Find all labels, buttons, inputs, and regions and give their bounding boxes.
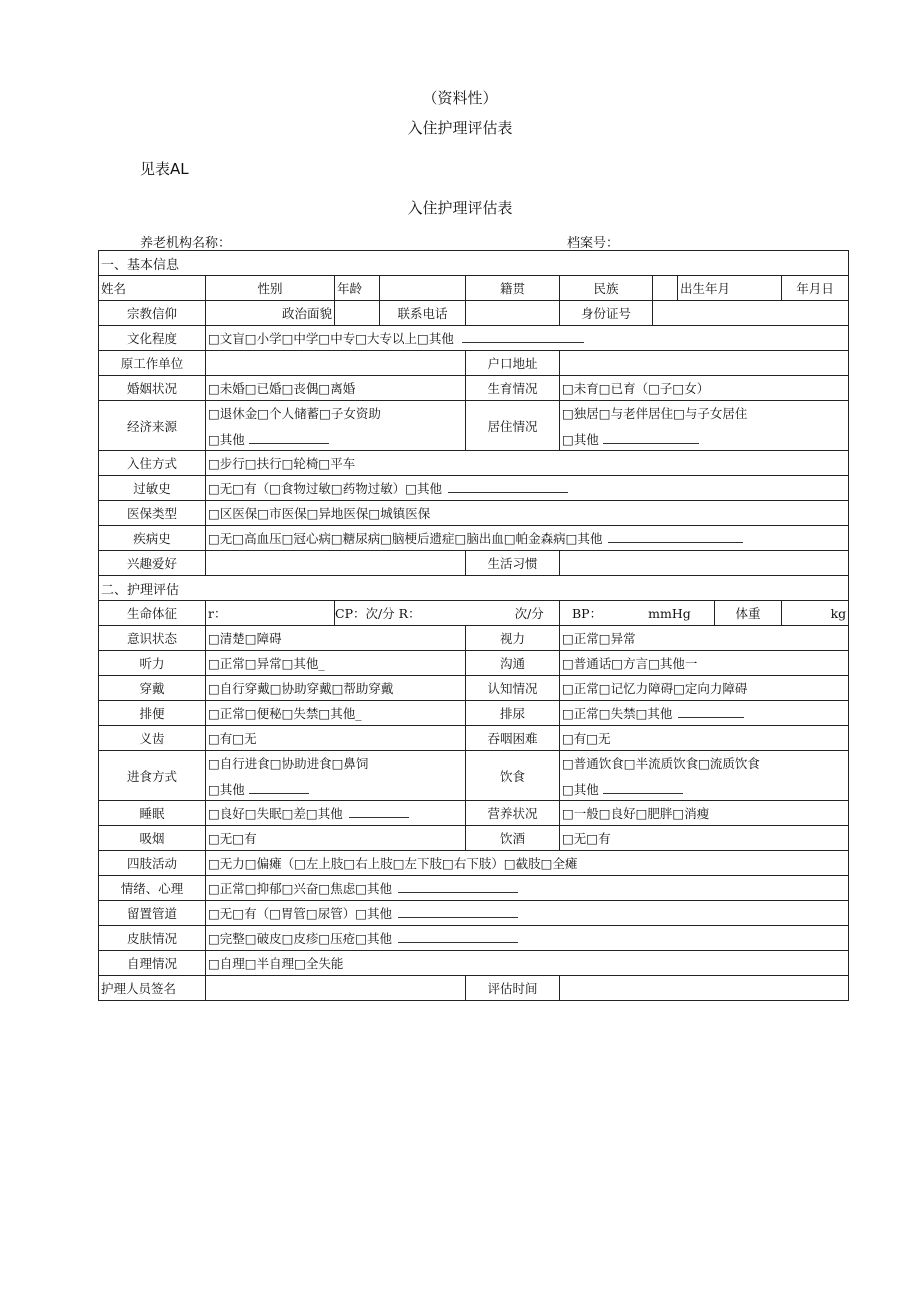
nutrition-options[interactable]: □一般□良好□肥胖□消瘦 bbox=[560, 801, 849, 826]
urine-label: 排尿 bbox=[466, 701, 560, 726]
hearing-options[interactable]: □正常□异常□其他_ bbox=[206, 651, 466, 676]
nursing-assessment-table bbox=[98, 250, 849, 1001]
table-row bbox=[99, 626, 849, 651]
vision-options[interactable]: □正常□异常 bbox=[560, 626, 849, 651]
vitals-bp-field[interactable]: BP： mmHg bbox=[560, 601, 715, 626]
id-number-field[interactable] bbox=[653, 301, 849, 326]
smoking-options[interactable]: □无□有 bbox=[206, 826, 466, 851]
section-row bbox=[99, 576, 849, 601]
ethnicity-field[interactable] bbox=[653, 276, 678, 301]
disease-options[interactable]: □无□高血压□冠心病□糖尿病□脑梗后遗症□脑出血□帕金森病□其他 bbox=[206, 526, 849, 551]
smoking-label: 吸烟 bbox=[99, 826, 206, 851]
vitals-t-field[interactable]: r： bbox=[206, 601, 335, 626]
consciousness-options[interactable]: □清楚□障碍 bbox=[206, 626, 466, 651]
consciousness-label: 意识状态 bbox=[99, 626, 206, 651]
table-row bbox=[99, 701, 849, 726]
previous-work-label: 原工作单位 bbox=[99, 351, 206, 376]
dressing-options[interactable]: □自行穿戴□协助穿戴□帮助穿戴 bbox=[206, 676, 466, 701]
table-row bbox=[99, 276, 849, 301]
communication-options[interactable]: □普通话□方言□其他一 bbox=[560, 651, 849, 676]
age-label: 年龄 bbox=[335, 276, 380, 301]
table-row bbox=[99, 551, 849, 576]
table-row bbox=[99, 851, 849, 876]
education-label: 文化程度 bbox=[99, 326, 206, 351]
table-row bbox=[99, 501, 849, 526]
eval-time-field[interactable] bbox=[560, 976, 849, 1001]
table-row bbox=[99, 726, 849, 751]
file-number-label: 档案号： bbox=[567, 236, 620, 251]
table-row bbox=[99, 751, 849, 801]
feeding-options[interactable]: □自行进食□协助进食□鼻饲 □其他 bbox=[206, 751, 466, 801]
living-label: 居住情况 bbox=[466, 401, 560, 451]
sleep-options[interactable]: □良好□失眠□差□其他 bbox=[206, 801, 466, 826]
name-label: 姓名 bbox=[99, 276, 206, 301]
table-row bbox=[99, 476, 849, 501]
table-row bbox=[99, 651, 849, 676]
disease-label: 疾病史 bbox=[99, 526, 206, 551]
vitals-label: 生命体征 bbox=[99, 601, 206, 626]
marriage-options[interactable]: □未婚□已婚□丧偶□离婚 bbox=[206, 376, 466, 401]
children-options[interactable]: □未育□已育（□子□女） bbox=[560, 376, 849, 401]
hearing-label: 听力 bbox=[99, 651, 206, 676]
cognition-label: 认知情况 bbox=[466, 676, 560, 701]
swallow-options[interactable]: □有□无 bbox=[560, 726, 849, 751]
cognition-options[interactable]: □正常□记忆力障碍□定向力障碍 bbox=[560, 676, 849, 701]
insurance-options[interactable]: □区医保□市医保□异地医保□城镇医保 bbox=[206, 501, 849, 526]
catheter-options[interactable]: □无□有（□胃管□尿管）□其他 bbox=[206, 901, 849, 926]
age-field[interactable] bbox=[380, 276, 466, 301]
drinking-options[interactable]: □无□有 bbox=[560, 826, 849, 851]
skin-label: 皮肤情况 bbox=[99, 926, 206, 951]
catheter-label: 留置管道 bbox=[99, 901, 206, 926]
table-row bbox=[99, 601, 849, 626]
table-row bbox=[99, 676, 849, 701]
income-label: 经济来源 bbox=[99, 401, 206, 451]
signature-label: 护理人员签名 bbox=[99, 976, 206, 1001]
phone-label: 联系电话 bbox=[380, 301, 466, 326]
table-row bbox=[99, 451, 849, 476]
table-row bbox=[99, 826, 849, 851]
nutrition-label: 营养状况 bbox=[466, 801, 560, 826]
living-options[interactable]: □独居□与老伴居住□与子女居住 □其他 bbox=[560, 401, 849, 451]
feeding-label: 进食方式 bbox=[99, 751, 206, 801]
swallow-label: 吞咽困难 bbox=[466, 726, 560, 751]
marriage-label: 婚姻状况 bbox=[99, 376, 206, 401]
dressing-label: 穿戴 bbox=[99, 676, 206, 701]
table-row bbox=[99, 951, 849, 976]
appendix-tag: （资料性） bbox=[422, 89, 498, 107]
education-options[interactable]: □文盲□小学□中学□中专□大专以上□其他 bbox=[206, 326, 849, 351]
mood-label: 情绪、心理 bbox=[99, 876, 206, 901]
skin-options[interactable]: □完整□破皮□皮疹□压疮□其他 bbox=[206, 926, 849, 951]
stool-label: 排便 bbox=[99, 701, 206, 726]
table-row bbox=[99, 526, 849, 551]
table-reference: 见表AL bbox=[140, 160, 189, 178]
table-row bbox=[99, 801, 849, 826]
insurance-label: 医保类型 bbox=[99, 501, 206, 526]
table-row bbox=[99, 376, 849, 401]
signature-field[interactable] bbox=[206, 976, 466, 1001]
dentures-label: 义齿 bbox=[99, 726, 206, 751]
mood-options[interactable]: □正常□抑郁□兴奋□焦虑□其他 bbox=[206, 876, 849, 901]
section-nursing-assessment: 二、护理评估 bbox=[99, 576, 849, 601]
diet-label: 饮食 bbox=[466, 751, 560, 801]
hobby-field[interactable] bbox=[206, 551, 466, 576]
institution-name-label: 养老机构名称： bbox=[140, 236, 232, 251]
weight-label: 体重 bbox=[715, 601, 782, 626]
hukou-field[interactable] bbox=[560, 351, 849, 376]
selfcare-label: 自理情况 bbox=[99, 951, 206, 976]
habit-label: 生活习惯 bbox=[466, 551, 560, 576]
dentures-options[interactable]: □有□无 bbox=[206, 726, 466, 751]
education-other-blank[interactable] bbox=[462, 331, 584, 343]
diet-options[interactable]: □普通饮食□半流质饮食□流质饮食 □其他 bbox=[560, 751, 849, 801]
religion-label: 宗教信仰 bbox=[99, 301, 206, 326]
section-row bbox=[99, 251, 849, 276]
birth-label: 出生年月 bbox=[678, 276, 782, 301]
table-row bbox=[99, 326, 849, 351]
table-row bbox=[99, 926, 849, 951]
ethnicity-label: 民族 bbox=[560, 276, 653, 301]
limbs-options[interactable]: □无力□偏瘫（□左上肢□右上肢□左下肢□右下肢）□截肢□全瘫 bbox=[206, 851, 849, 876]
table-row bbox=[99, 301, 849, 326]
appendix-title: 入住护理评估表 bbox=[407, 119, 513, 137]
drinking-label: 饮酒 bbox=[466, 826, 560, 851]
section-basic-info: 一、基本信息 bbox=[99, 251, 849, 276]
income-options[interactable]: □退休金□个人储蓄□子女资助 □其他 bbox=[206, 401, 466, 451]
form-title: 入住护理评估表 bbox=[407, 199, 513, 217]
weight-field[interactable]: kg bbox=[782, 601, 849, 626]
table-row bbox=[99, 976, 849, 1001]
native-place-label: 籍贯 bbox=[466, 276, 560, 301]
birth-value: 年月日 bbox=[782, 276, 849, 301]
sleep-label: 睡眠 bbox=[99, 801, 206, 826]
table-row bbox=[99, 901, 849, 926]
admission-options[interactable]: □步行□扶行□轮椅□平车 bbox=[206, 451, 849, 476]
communication-label: 沟通 bbox=[466, 651, 560, 676]
politics-label: 政治面貌 bbox=[206, 301, 335, 326]
phone-field[interactable] bbox=[466, 301, 560, 326]
selfcare-options[interactable]: □自理□半自理□全失能 bbox=[206, 951, 849, 976]
vision-label: 视力 bbox=[466, 626, 560, 651]
eval-time-label: 评估时间 bbox=[466, 976, 560, 1001]
vitals-pulse-field[interactable]: CP：次/分 R： 次/分 bbox=[335, 601, 560, 626]
limbs-label: 四肢活动 bbox=[99, 851, 206, 876]
id-number-label: 身份证号 bbox=[560, 301, 653, 326]
table-row bbox=[99, 351, 849, 376]
politics-field[interactable] bbox=[335, 301, 380, 326]
urine-options[interactable]: □正常□失禁□其他 bbox=[560, 701, 849, 726]
admission-label: 入住方式 bbox=[99, 451, 206, 476]
hobby-label: 兴趣爱好 bbox=[99, 551, 206, 576]
gender-label: 性别 bbox=[206, 276, 335, 301]
previous-work-field[interactable] bbox=[206, 351, 466, 376]
allergy-label: 过敏史 bbox=[99, 476, 206, 501]
hukou-label: 户口地址 bbox=[466, 351, 560, 376]
habit-field[interactable] bbox=[560, 551, 849, 576]
table-row bbox=[99, 401, 849, 451]
allergy-options[interactable]: □无□有（□食物过敏□药物过敏）□其他 bbox=[206, 476, 849, 501]
table-row bbox=[99, 876, 849, 901]
stool-options[interactable]: □正常□便秘□失禁□其他_ bbox=[206, 701, 466, 726]
children-label: 生育情况 bbox=[466, 376, 560, 401]
